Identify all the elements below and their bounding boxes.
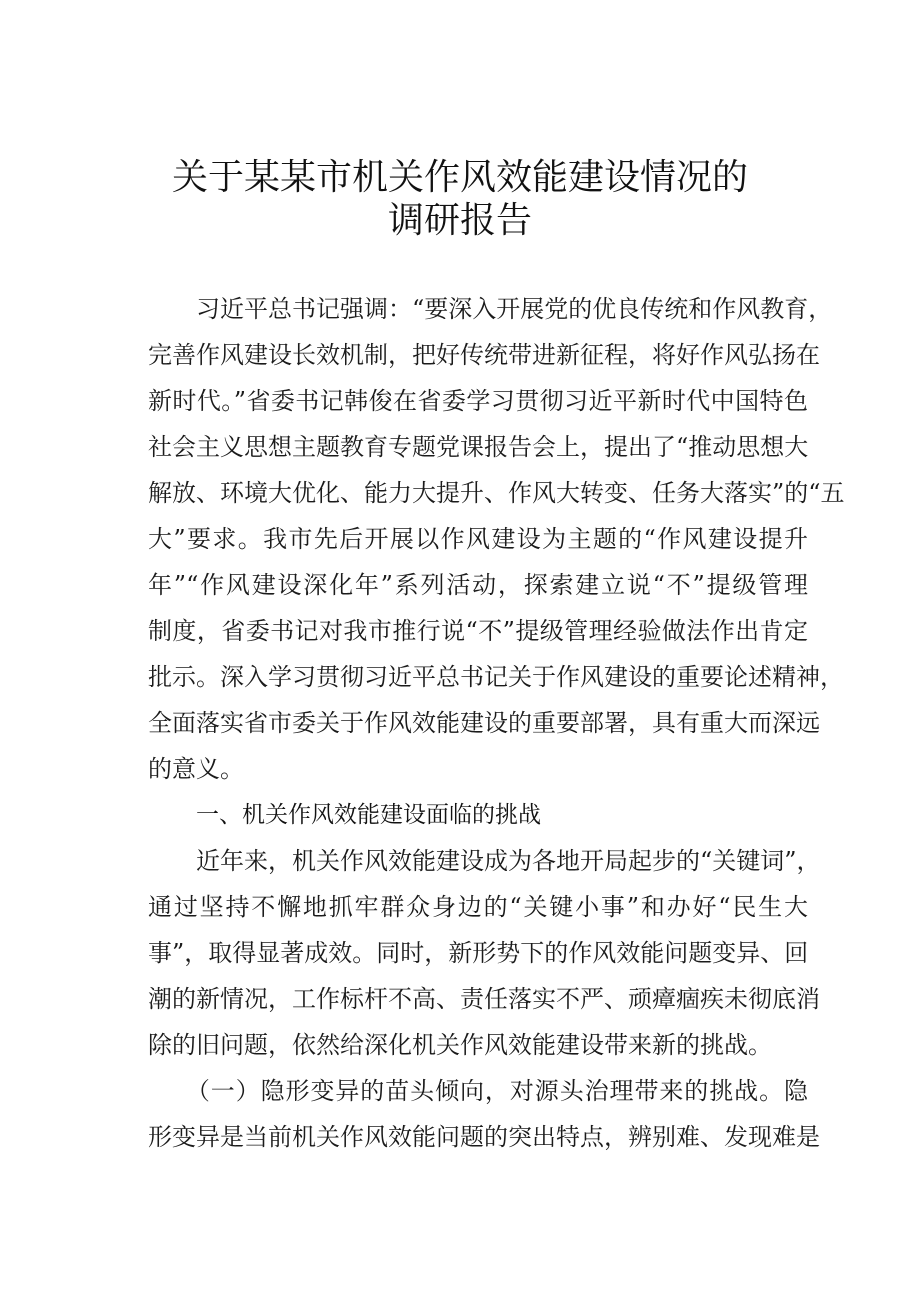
- paragraph-1-line: 新时代。”省委书记韩俊在省委学习贯彻习近平新时代中国特色: [148, 387, 808, 415]
- paragraph-1-line: 习近平总书记强调：“要深入开展党的优良传统和作风教育，: [148, 295, 833, 323]
- section-heading: 一、机关作风效能建设面临的挑战: [196, 802, 541, 828]
- paragraph-2-line: 近年来，机关作风效能建设成为各地开局起步的“关键词”，: [148, 847, 821, 875]
- paragraph-1-line: 社会主义思想主题教育专题党课报告会上，提出了“推动思想大: [148, 433, 809, 461]
- paragraph-2-line: 潮的新情况，工作标杆不高、责任落实不严、顽瘴痼疾未彻底消: [148, 985, 820, 1013]
- paragraph-1-line: 大”要求。我市先后开展以作风建设为主题的“作风建设提升: [148, 525, 808, 553]
- document-title-line-1: 关于某某市机关作风效能建设情况的: [171, 157, 748, 198]
- paragraph-2-line: 事”，取得显著成效。同时，新形势下的作风效能问题变异、回: [148, 939, 809, 967]
- paragraph-1-line: 制度，省委书记对我市推行说“不”提级管理经验做法作出肯定: [148, 617, 808, 645]
- paragraph-1-line: 年”“作风建设深化年”系列活动，探索建立说“不”提级管理: [148, 571, 808, 599]
- paragraph-2-line: 通过坚持不懈地抓牢群众身边的“关键小事”和办好“民生大: [148, 893, 808, 921]
- paragraph-2-line: 除的旧问题，依然给深化机关作风效能建设带来新的挑战。: [148, 1031, 772, 1059]
- paragraph-1-line: 全面落实省市委关于作风效能建设的重要部署，具有重大而深远: [148, 709, 820, 737]
- paragraph-3-line: （一）隐形变异的苗头倾向，对源头治理带来的挑战。隐: [148, 1077, 808, 1105]
- paragraph-1-line: 批示。深入学习贯彻习近平总书记关于作风建设的重要论述精神，: [148, 663, 844, 691]
- document-title-line-2: 调研报告: [387, 200, 532, 241]
- paragraph-1-line: 解放、环境大优化、能力大提升、作风大转变、任务大落实”的“五: [148, 479, 845, 507]
- paragraph-1-line: 完善作风建设长效机制，把好传统带进新征程，将好作风弘扬在: [148, 341, 820, 369]
- paragraph-3-line: 形变异是当前机关作风效能问题的突出特点，辨别难、发现难是: [148, 1123, 820, 1151]
- paragraph-1-line: 的意义。: [148, 755, 244, 783]
